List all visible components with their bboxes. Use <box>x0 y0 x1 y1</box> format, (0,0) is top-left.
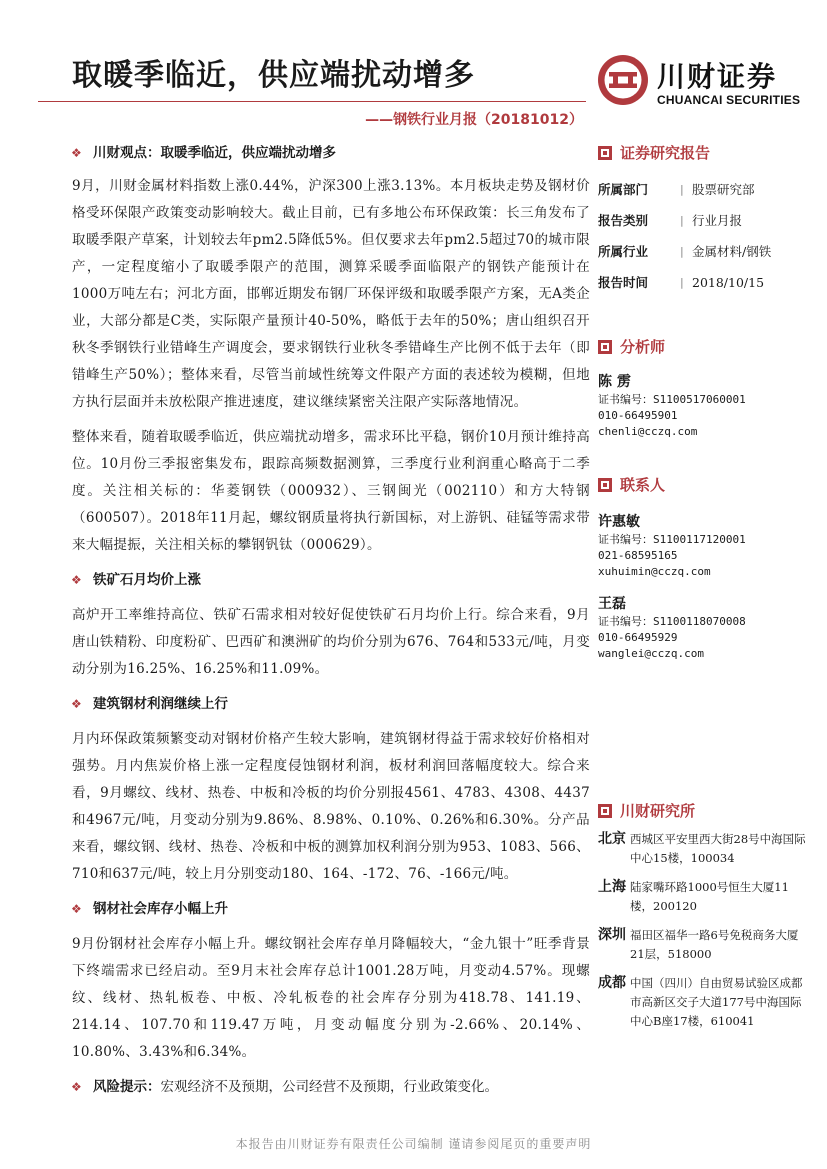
institute-heading: 川财研究所 <box>598 798 806 824</box>
report-subtitle: ——钢铁行业月报（20181012） <box>365 112 583 128</box>
contact-phone: 021-68595165 <box>598 549 678 562</box>
header-divider <box>38 101 586 102</box>
meta-row-industry: 所属行业 | 金属材料/钢铁 <box>598 244 772 259</box>
logo-company-cn: 川财证券 <box>657 60 778 93</box>
section-marker-icon <box>598 146 612 160</box>
office-shanghai: 上海 陆家嘴环路1000号恒生大厦11楼，200120 <box>598 879 789 913</box>
main-content <box>72 140 590 1101</box>
office-beijing: 北京 西城区平安里西大街28号中海国际中心15楼，100034 <box>598 831 806 865</box>
analyst-heading: 分析师 <box>598 334 806 360</box>
report-title: 取暖季临近，供应端扰动增多 <box>72 58 475 93</box>
logo-company-en: CHUANCAI SECURITIES <box>657 93 801 107</box>
analyst-card <box>598 372 806 440</box>
office-shenzhen: 深圳 福田区福华一路6号免税商务大厦21层，518000 <box>598 927 799 961</box>
section-marker-icon <box>598 804 612 818</box>
contact-card <box>598 512 806 580</box>
section-heading: ❖ 川财观点：取暖季临近，供应端扰动增多 <box>71 140 589 167</box>
page-footer: 本报告由川财证券有限责任公司编制 谨请参阅尾页的重要声明 <box>235 1137 592 1151</box>
section-marker-icon <box>598 340 612 354</box>
section-heading: ❖ 铁矿石月均价上涨 <box>71 567 589 594</box>
diamond-bullet-icon: ❖ <box>71 902 82 916</box>
section-marker-icon <box>598 478 612 492</box>
meta-row-department: 所属部门 | 股票研究部 <box>598 182 755 197</box>
meta-row-category: 报告类别 | 行业月报 <box>598 213 743 228</box>
contact-cert: 证书编号：S1100118070008 <box>598 615 746 628</box>
analyst-name: 陈 雳 <box>598 374 631 390</box>
diamond-bullet-icon: ❖ <box>71 697 82 711</box>
section-paragraph: 月内环保政策频繁变动对钢材价格产生较大影响，建筑钢材得益于需求较好价格相对强势。月内焦炭价格上涨一定程度侵蚀钢材利润，板材利润回落幅度较大。综合来看，9月螺纹、线材、热卷、中板和冷板的均价分别报4561、4783、4308、4437和4967元/吨，月变动分别为9.86%、8.98%、0.10%、0.26%和6.30%。分产品来看，螺纹钢、线材、热卷、冷板和中板的测算加权利润分别为953、1083、566、710和637元/吨，较上月分别变动180、164、-172、76、-166元/吨。 <box>72 731 590 882</box>
report-info-heading: 证券研究报告 <box>598 140 806 166</box>
analyst-cert: 证书编号：S1100517060001 <box>598 393 746 406</box>
contact-name: 许惠敏 <box>598 514 640 530</box>
chuancai-logo-icon <box>597 54 649 106</box>
section-paragraph: 整体来看，随着取暖季临近，供应端扰动增多，需求环比平稳，钢价10月预计维持高位。10月份三季报密集发布，跟踪高频数据测算，三季度行业利润重心略高于二季度。关注相关标的：华菱钢铁（000932）、三钢闽光（002110）和方大特钢（600507）。2018年11月起，螺纹钢质量将执行新国标，对上游钒、硅锰等需求带来大幅提振，关注相关标的攀钢钒钛（000629）。 <box>72 429 590 553</box>
contact-email[interactable]: xuhuimin@cczq.com <box>598 565 711 578</box>
section-paragraph: 9月，川财金属材料指数上涨0.44%，沪深300上涨3.13%。本月板块走势及钢材价格受环保限产政策变动影响较大。截止目前，已有多地公布环保政策：长三角发布了取暖季限产草案，计划较去年pm2.5降低5%。但仅要求去年pm2.5超过70的城市限产，一定程度缩小了取暖季限产的范围，测算采暖季面临限产的钢铁产能预计在1000万吨左右；河北方面，邯郸近期发布钢厂环保评级和取暖季限产方案，无A类企业，大部分都是C类，实际限产量预计40-50%，略低于去年的50%；唐山组织召开秋冬季钢铁行业错峰生产调度会，要求钢铁行业秋冬季错峰生产比例不低于去年（即错峰生产50%）；整体来看，尽管当前域性统筹文件限产方面的表述较为模糊，但地方执行层面并未放松限产推进速度，建议继续紧密关注限产实际落地情况。 <box>72 178 590 410</box>
contact-cert: 证书编号：S1100117120001 <box>598 533 746 546</box>
contact-name: 王磊 <box>598 596 626 612</box>
risk-warning: ❖ 风险提示：宏观经济不及预期，公司经营不及预期，行业政策变化。 <box>71 1074 589 1101</box>
contact-email[interactable]: wanglei@cczq.com <box>598 647 704 660</box>
contact-card <box>598 594 806 662</box>
section-paragraph: 高炉开工率维持高位、铁矿石需求相对较好促使铁矿石月均价上行。综合来看，9月唐山铁精粉、印度粉矿、巴西矿和澳洲矿的均价分别为676、764和533元/吨，月变动分别为16.25%、16.25%和11.09%。 <box>72 607 590 677</box>
analyst-phone: 010-66495901 <box>598 409 678 422</box>
section-heading: ❖ 建筑钢材利润继续上行 <box>71 691 589 718</box>
contacts-heading: 联系人 <box>598 472 806 498</box>
analyst-email[interactable]: chenli@cczq.com <box>598 425 698 438</box>
diamond-bullet-icon: ❖ <box>71 1080 82 1094</box>
meta-row-date: 报告时间 | 2018/10/15 <box>598 275 765 290</box>
section-paragraph: 9月份钢材社会库存小幅上升。螺纹钢社会库存单月降幅较大，“金九银十”旺季背景下终端需求已经启动。至9月末社会库存总计1001.28万吨，月变动4.57%。现螺纹、线材、热轧板卷、中板、冷轧板卷的社会库存分别为418.78、141.19、214.14、107.70和119.47万吨，月变动幅度分别为-2.66%、20.14%、10.80%、3.43%和6.34%。 <box>72 936 590 1060</box>
contact-phone: 010-66495929 <box>598 631 678 644</box>
sidebar <box>598 140 806 1041</box>
section-heading: ❖ 钢材社会库存小幅上升 <box>71 896 589 923</box>
diamond-bullet-icon: ❖ <box>71 573 82 587</box>
diamond-bullet-icon: ❖ <box>71 146 82 160</box>
office-chengdu: 成都 中国（四川）自由贸易试验区成都市高新区交子大道177号中海国际中心B座17楼，610041 <box>598 975 803 1028</box>
